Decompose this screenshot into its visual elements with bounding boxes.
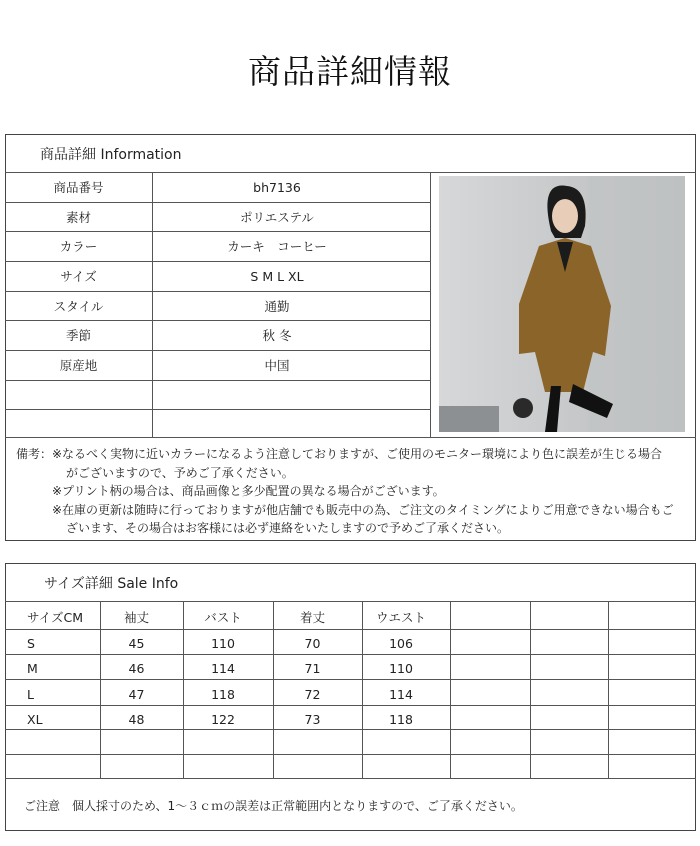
size-cell: 70 <box>304 636 321 651</box>
info-value: 秋 冬 <box>262 328 292 343</box>
note-line: ※プリント柄の場合は、商品画像と多少配置の異なる場合がございます。 <box>52 484 445 498</box>
size-cell: L <box>27 686 34 702</box>
size-cell <box>450 656 520 681</box>
info-label: 原産地 <box>59 358 98 373</box>
size-column-header <box>450 603 520 631</box>
size-cell: 72 <box>304 686 321 702</box>
size-cell: 45 <box>128 636 145 651</box>
info-label <box>5 409 152 437</box>
size-column-header: 着丈 <box>299 610 325 625</box>
info-value: S M L XL <box>250 268 304 284</box>
size-cell <box>362 756 440 780</box>
size-cell: 110 <box>211 636 235 651</box>
size-cell: 106 <box>389 636 413 651</box>
note-line: ※在庫の更新は随時に行っておりますが他店舗でも販売中の為、ご注文のタイミングによりご用意できない場合もご <box>52 502 674 517</box>
note-line: 備考：※なるべく実物に近いカラーになるよう注意しておりますが、ご使用のモニター環境により色に誤差が生じる場合 <box>16 447 663 461</box>
size-cell <box>608 656 685 681</box>
info-label: 季節 <box>65 328 91 343</box>
size-cell <box>530 681 598 707</box>
size-cell: 110 <box>389 661 413 676</box>
info-value: 中国 <box>264 358 290 373</box>
size-cell <box>273 756 352 780</box>
size-cell: S <box>27 636 35 651</box>
size-column-header: 袖丈 <box>123 610 149 625</box>
size-column-header: ウエスト <box>375 610 426 625</box>
size-cell <box>100 731 173 756</box>
size-cell <box>608 731 685 756</box>
size-cell <box>608 631 685 656</box>
size-cell <box>450 707 520 731</box>
size-cell: 118 <box>211 686 235 702</box>
info-value <box>152 380 402 409</box>
size-cell: 122 <box>211 711 235 727</box>
size-cell <box>183 756 263 780</box>
info-value: カーキ コーヒー <box>227 239 327 254</box>
size-cell <box>362 731 440 756</box>
size-column-header <box>530 603 598 631</box>
size-footer-note: ご注意 個人採寸のため、1～３ｃｍの誤差は正常範囲内となりますので、ご了承ください。 <box>24 798 523 813</box>
size-cell <box>608 707 685 731</box>
size-cell <box>530 656 598 681</box>
info-value: ポリエステル <box>240 209 314 225</box>
size-cell <box>450 681 520 707</box>
size-cell <box>450 631 520 656</box>
size-cell: 48 <box>128 711 145 727</box>
page-title: 商品詳細情報 <box>248 52 452 91</box>
info-label: 商品番号 <box>53 180 104 195</box>
size-cell <box>450 756 520 780</box>
notes <box>16 445 691 538</box>
size-cell <box>183 731 263 756</box>
divider <box>430 172 431 437</box>
size-column-header: サイズCM <box>27 610 84 625</box>
size-cell <box>530 707 598 731</box>
size-cell: 114 <box>389 686 413 702</box>
size-cell <box>530 731 598 756</box>
note-line: がございますので、予めご了承ください。 <box>66 465 294 480</box>
info-label: スタイル <box>53 298 104 314</box>
divider <box>5 601 696 602</box>
product-photo <box>439 176 685 432</box>
size-cell <box>273 731 352 756</box>
size-cell: 47 <box>128 686 145 702</box>
info-label <box>5 380 152 409</box>
note-line: ざいます、その場合はお客様には必ず連絡をいたしますので予めご了承ください。 <box>66 521 510 535</box>
info-label: 素材 <box>65 209 91 225</box>
size-cell: XL <box>27 711 43 727</box>
size-cell: 46 <box>128 661 145 676</box>
size-cell: 71 <box>304 661 321 676</box>
info-label: カラー <box>59 239 98 254</box>
size-column-header: バスト <box>204 610 242 625</box>
size-cell <box>530 756 598 780</box>
size-cell: 114 <box>211 661 235 676</box>
size-cell <box>450 731 520 756</box>
info-value: 通勤 <box>264 298 290 314</box>
size-cell: 73 <box>304 711 321 727</box>
info-header: 商品詳細 Information <box>40 146 182 163</box>
info-value: bh7136 <box>253 179 301 195</box>
size-cell <box>608 681 685 707</box>
size-header: サイズ詳細 Sale Info <box>44 575 179 592</box>
size-cell <box>608 756 685 780</box>
size-cell: 118 <box>389 711 413 727</box>
size-cell <box>5 731 100 756</box>
size-cell <box>530 631 598 656</box>
size-cell: M <box>27 661 38 676</box>
size-column-header <box>608 603 685 631</box>
size-cell <box>5 756 100 780</box>
divider <box>5 437 696 438</box>
info-value <box>152 409 402 437</box>
size-cell <box>100 756 173 780</box>
info-label: サイズ <box>60 269 97 284</box>
